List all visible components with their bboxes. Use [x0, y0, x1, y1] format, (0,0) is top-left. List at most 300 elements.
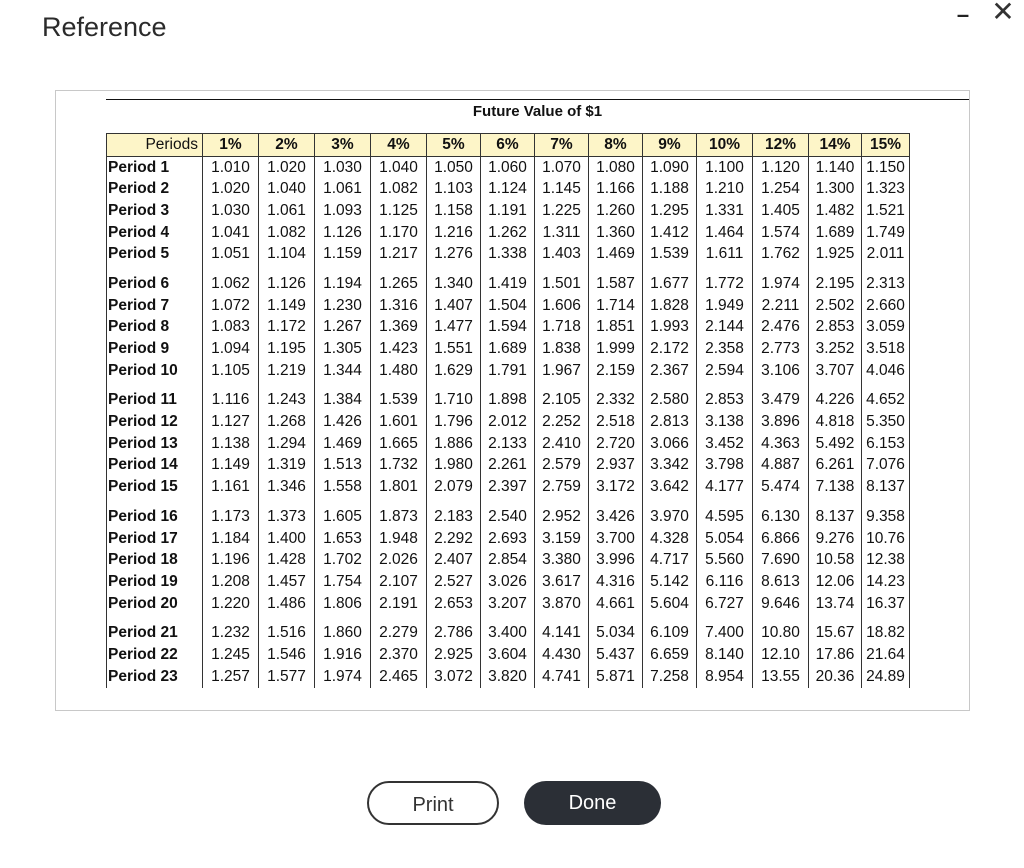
table-row — [107, 498, 910, 528]
table-cell: 1.061 — [315, 178, 371, 200]
table-cell: 2.518 — [589, 411, 643, 433]
period-label: Period 1 — [107, 156, 203, 178]
table-cell: 1.072 — [203, 295, 259, 317]
table-cell: 4.661 — [589, 593, 643, 615]
table-cell: 1.718 — [535, 317, 589, 339]
table-cell: 5.054 — [697, 528, 753, 550]
table-cell: 7.076 — [862, 455, 910, 477]
table-cell: 1.513 — [315, 455, 371, 477]
period-label: Period 6 — [107, 265, 203, 295]
period-label: Period 15 — [107, 476, 203, 498]
table-row — [107, 593, 910, 615]
table-cell: 1.403 — [535, 243, 589, 265]
table-cell: 1.338 — [481, 243, 535, 265]
table-cell: 3.066 — [643, 433, 697, 455]
table-cell: 2.292 — [427, 528, 481, 550]
table-cell: 2.476 — [753, 317, 809, 339]
table-cell: 3.700 — [589, 528, 643, 550]
table-cell: 3.604 — [481, 644, 535, 666]
table-cell: 1.262 — [481, 222, 535, 244]
table-cell: 3.059 — [862, 317, 910, 339]
table-cell: 1.126 — [259, 265, 315, 295]
table-cell: 10.58 — [809, 549, 862, 571]
table-cell: 1.267 — [315, 317, 371, 339]
table-cell: 3.138 — [697, 411, 753, 433]
table-cell: 1.384 — [315, 382, 371, 412]
table-cell: 1.094 — [203, 338, 259, 360]
table-cell: 1.060 — [481, 156, 535, 178]
table-cell: 1.276 — [427, 243, 481, 265]
table-cell: 1.710 — [427, 382, 481, 412]
table-cell: 1.294 — [259, 433, 315, 455]
table-cell: 1.653 — [315, 528, 371, 550]
rate-header: 8% — [589, 134, 643, 157]
table-cell: 2.853 — [809, 317, 862, 339]
table-header-row — [107, 134, 910, 157]
table-cell: 1.762 — [753, 243, 809, 265]
table-cell: 1.219 — [259, 360, 315, 382]
table-cell: 1.482 — [809, 200, 862, 222]
table-cell: 1.232 — [203, 614, 259, 644]
table-cell: 1.116 — [203, 382, 259, 412]
close-button[interactable] — [990, 0, 1016, 27]
period-label: Period 18 — [107, 549, 203, 571]
table-cell: 1.243 — [259, 382, 315, 412]
table-cell: 5.560 — [697, 549, 753, 571]
table-cell: 2.594 — [697, 360, 753, 382]
table-row — [107, 360, 910, 382]
table-cell: 1.587 — [589, 265, 643, 295]
table-cell: 1.801 — [371, 476, 427, 498]
table-cell: 1.980 — [427, 455, 481, 477]
table-cell: 1.477 — [427, 317, 481, 339]
table-row — [107, 338, 910, 360]
rate-header: 1% — [203, 134, 259, 157]
table-cell: 2.786 — [427, 614, 481, 644]
table-row — [107, 455, 910, 477]
table-cell: 4.818 — [809, 411, 862, 433]
table-cell: 1.194 — [315, 265, 371, 295]
table-cell: 5.492 — [809, 433, 862, 455]
period-label: Period 17 — [107, 528, 203, 550]
table-cell: 1.196 — [203, 549, 259, 571]
table-cell: 3.342 — [643, 455, 697, 477]
table-cell: 1.873 — [371, 498, 427, 528]
table-cell: 1.577 — [259, 666, 315, 688]
table-cell: 1.126 — [315, 222, 371, 244]
table-cell: 1.140 — [809, 156, 862, 178]
table-cell: 2.540 — [481, 498, 535, 528]
table-cell: 1.606 — [535, 295, 589, 317]
table-cell: 1.551 — [427, 338, 481, 360]
table-cell: 1.220 — [203, 593, 259, 615]
table-row — [107, 178, 910, 200]
table-cell: 8.137 — [809, 498, 862, 528]
table-cell: 1.974 — [315, 666, 371, 688]
period-label: Period 2 — [107, 178, 203, 200]
table-row — [107, 382, 910, 412]
table-cell: 1.305 — [315, 338, 371, 360]
table-cell: 1.245 — [203, 644, 259, 666]
table-cell: 1.103 — [427, 178, 481, 200]
table-cell: 7.690 — [753, 549, 809, 571]
table-cell: 3.479 — [753, 382, 809, 412]
table-cell: 3.380 — [535, 549, 589, 571]
table-cell: 2.579 — [535, 455, 589, 477]
period-label: Period 10 — [107, 360, 203, 382]
table-cell: 3.707 — [809, 360, 862, 382]
table-cell: 12.06 — [809, 571, 862, 593]
table-cell: 1.319 — [259, 455, 315, 477]
table-cell: 1.400 — [259, 528, 315, 550]
print-button[interactable]: Print — [367, 781, 499, 825]
table-title: Future Value of $1 — [472, 103, 603, 120]
table-cell: 4.741 — [535, 666, 589, 688]
table-cell: 2.172 — [643, 338, 697, 360]
table-cell: 2.133 — [481, 433, 535, 455]
table-cell: 9.358 — [862, 498, 910, 528]
table-cell: 1.254 — [753, 178, 809, 200]
rate-header: 7% — [535, 134, 589, 157]
table-cell: 2.720 — [589, 433, 643, 455]
period-label: Period 20 — [107, 593, 203, 615]
table-cell: 1.051 — [203, 243, 259, 265]
table-cell: 4.328 — [643, 528, 697, 550]
table-cell: 1.412 — [643, 222, 697, 244]
rate-header: 3% — [315, 134, 371, 157]
close-icon: ✕ — [991, 0, 1015, 27]
table-cell: 1.974 — [753, 265, 809, 295]
table-cell: 3.518 — [862, 338, 910, 360]
table-cell: 2.011 — [862, 243, 910, 265]
table-cell: 1.419 — [481, 265, 535, 295]
table-cell: 3.996 — [589, 549, 643, 571]
table-cell: 4.141 — [535, 614, 589, 644]
table-cell: 2.159 — [589, 360, 643, 382]
table-cell: 1.295 — [643, 200, 697, 222]
period-label: Period 5 — [107, 243, 203, 265]
table-cell: 2.397 — [481, 476, 535, 498]
table-cell: 1.208 — [203, 571, 259, 593]
table-cell: 8.137 — [862, 476, 910, 498]
table-cell: 8.613 — [753, 571, 809, 593]
table-cell: 3.207 — [481, 593, 535, 615]
table-cell: 1.749 — [862, 222, 910, 244]
table-cell: 1.125 — [371, 200, 427, 222]
table-cell: 2.660 — [862, 295, 910, 317]
table-cell: 6.109 — [643, 614, 697, 644]
table-row — [107, 528, 910, 550]
table-cell: 4.363 — [753, 433, 809, 455]
table-row — [107, 614, 910, 644]
table-cell: 2.693 — [481, 528, 535, 550]
table-cell: 1.558 — [315, 476, 371, 498]
table-cell: 3.252 — [809, 338, 862, 360]
period-label: Period 21 — [107, 614, 203, 644]
table-cell: 1.173 — [203, 498, 259, 528]
table-cell: 1.225 — [535, 200, 589, 222]
table-cell: 2.653 — [427, 593, 481, 615]
table-cell: 3.159 — [535, 528, 589, 550]
table-cell: 6.153 — [862, 433, 910, 455]
table-cell: 2.195 — [809, 265, 862, 295]
table-cell: 1.501 — [535, 265, 589, 295]
period-label: Period 19 — [107, 571, 203, 593]
table-cell: 6.261 — [809, 455, 862, 477]
table-cell: 1.369 — [371, 317, 427, 339]
table-cell: 1.120 — [753, 156, 809, 178]
table-cell: 4.226 — [809, 382, 862, 412]
table-cell: 3.970 — [643, 498, 697, 528]
table-cell: 1.574 — [753, 222, 809, 244]
table-cell: 8.140 — [697, 644, 753, 666]
period-label: Period 16 — [107, 498, 203, 528]
table-cell: 2.332 — [589, 382, 643, 412]
period-label: Period 8 — [107, 317, 203, 339]
table-cell: 1.268 — [259, 411, 315, 433]
table-cell: 2.813 — [643, 411, 697, 433]
table-cell: 1.860 — [315, 614, 371, 644]
table-cell: 1.480 — [371, 360, 427, 382]
table-cell: 2.261 — [481, 455, 535, 477]
table-cell: 4.316 — [589, 571, 643, 593]
minus-icon: – — [956, 2, 970, 27]
table-cell: 1.083 — [203, 317, 259, 339]
table-row — [107, 243, 910, 265]
table-cell: 1.159 — [315, 243, 371, 265]
table-cell: 1.796 — [427, 411, 481, 433]
table-cell: 12.38 — [862, 549, 910, 571]
table-cell: 1.611 — [697, 243, 753, 265]
table-cell: 1.105 — [203, 360, 259, 382]
period-label: Period 22 — [107, 644, 203, 666]
table-cell: 2.191 — [371, 593, 427, 615]
table-cell: 4.887 — [753, 455, 809, 477]
table-cell: 2.407 — [427, 549, 481, 571]
rate-header: 6% — [481, 134, 535, 157]
table-cell: 1.405 — [753, 200, 809, 222]
table-cell: 2.367 — [643, 360, 697, 382]
table-cell: 1.040 — [259, 178, 315, 200]
table-cell: 1.257 — [203, 666, 259, 688]
table-cell: 1.041 — [203, 222, 259, 244]
table-cell: 3.452 — [697, 433, 753, 455]
table-cell: 2.183 — [427, 498, 481, 528]
table-cell: 1.082 — [371, 178, 427, 200]
table-cell: 24.89 — [862, 666, 910, 688]
table-cell: 3.820 — [481, 666, 535, 688]
minimize-button[interactable] — [952, 2, 974, 27]
table-cell: 4.652 — [862, 382, 910, 412]
table-cell: 2.527 — [427, 571, 481, 593]
table-cell: 1.898 — [481, 382, 535, 412]
table-cell: 2.012 — [481, 411, 535, 433]
table-cell: 3.072 — [427, 666, 481, 688]
table-cell: 1.080 — [589, 156, 643, 178]
table-cell: 3.026 — [481, 571, 535, 593]
table-cell: 1.949 — [697, 295, 753, 317]
table-cell: 1.732 — [371, 455, 427, 477]
table-row — [107, 571, 910, 593]
table-cell: 1.082 — [259, 222, 315, 244]
table-cell: 1.993 — [643, 317, 697, 339]
table-cell: 1.188 — [643, 178, 697, 200]
table-cell: 2.773 — [753, 338, 809, 360]
table-cell: 1.150 — [862, 156, 910, 178]
table-cell: 1.469 — [315, 433, 371, 455]
table-cell: 1.090 — [643, 156, 697, 178]
table-cell: 1.161 — [203, 476, 259, 498]
table-cell: 2.252 — [535, 411, 589, 433]
rate-header: 15% — [862, 134, 910, 157]
table-cell: 2.313 — [862, 265, 910, 295]
table-cell: 3.642 — [643, 476, 697, 498]
table-cell: 1.100 — [697, 156, 753, 178]
future-value-table — [106, 133, 910, 688]
table-cell: 2.925 — [427, 644, 481, 666]
table-cell: 8.954 — [697, 666, 753, 688]
table-row — [107, 200, 910, 222]
table-cell: 1.838 — [535, 338, 589, 360]
table-cell: 4.430 — [535, 644, 589, 666]
table-cell: 1.504 — [481, 295, 535, 317]
table-cell: 5.604 — [643, 593, 697, 615]
table-cell: 1.093 — [315, 200, 371, 222]
table-top-rule — [106, 99, 969, 100]
table-cell: 7.400 — [697, 614, 753, 644]
table-cell: 1.170 — [371, 222, 427, 244]
table-cell: 1.665 — [371, 433, 427, 455]
table-cell: 1.195 — [259, 338, 315, 360]
table-cell: 2.952 — [535, 498, 589, 528]
table-row — [107, 265, 910, 295]
rate-header: 5% — [427, 134, 481, 157]
table-cell: 5.474 — [753, 476, 809, 498]
table-cell: 17.86 — [809, 644, 862, 666]
table-cell: 1.104 — [259, 243, 315, 265]
table-cell: 1.331 — [697, 200, 753, 222]
table-cell: 3.106 — [753, 360, 809, 382]
table-cell: 1.373 — [259, 498, 315, 528]
table-cell: 1.457 — [259, 571, 315, 593]
period-label: Period 14 — [107, 455, 203, 477]
table-cell: 1.925 — [809, 243, 862, 265]
table-cell: 1.230 — [315, 295, 371, 317]
table-cell: 6.116 — [697, 571, 753, 593]
table-cell: 3.617 — [535, 571, 589, 593]
table-cell: 1.772 — [697, 265, 753, 295]
table-row — [107, 433, 910, 455]
table-cell: 1.158 — [427, 200, 481, 222]
rate-header: 12% — [753, 134, 809, 157]
table-cell: 1.216 — [427, 222, 481, 244]
table-cell: 1.210 — [697, 178, 753, 200]
table-cell: 1.521 — [862, 200, 910, 222]
table-cell: 1.677 — [643, 265, 697, 295]
table-row — [107, 295, 910, 317]
table-cell: 14.23 — [862, 571, 910, 593]
table-cell: 1.423 — [371, 338, 427, 360]
table-cell: 1.714 — [589, 295, 643, 317]
table-cell: 1.138 — [203, 433, 259, 455]
table-cell: 1.346 — [259, 476, 315, 498]
table-cell: 7.258 — [643, 666, 697, 688]
table-cell: 5.350 — [862, 411, 910, 433]
table-cell: 1.316 — [371, 295, 427, 317]
done-button[interactable]: Done — [524, 781, 661, 825]
table-cell: 2.144 — [697, 317, 753, 339]
table-cell: 7.138 — [809, 476, 862, 498]
table-cell: 1.999 — [589, 338, 643, 360]
table-cell: 1.030 — [203, 200, 259, 222]
table-row — [107, 156, 910, 178]
table-cell: 1.172 — [259, 317, 315, 339]
table-cell: 6.659 — [643, 644, 697, 666]
table-cell: 1.070 — [535, 156, 589, 178]
dialog-title: Reference — [42, 12, 167, 42]
table-cell: 1.428 — [259, 549, 315, 571]
table-cell: 3.172 — [589, 476, 643, 498]
reference-table-panel[interactable] — [55, 90, 970, 711]
period-label: Period 12 — [107, 411, 203, 433]
rate-header: 10% — [697, 134, 753, 157]
table-cell: 1.407 — [427, 295, 481, 317]
table-cell: 10.76 — [862, 528, 910, 550]
table-row — [107, 222, 910, 244]
table-cell: 1.486 — [259, 593, 315, 615]
table-cell: 1.806 — [315, 593, 371, 615]
table-cell: 2.410 — [535, 433, 589, 455]
table-cell: 3.400 — [481, 614, 535, 644]
rate-header: 4% — [371, 134, 427, 157]
table-cell: 1.184 — [203, 528, 259, 550]
table-cell: 1.594 — [481, 317, 535, 339]
table-cell: 10.80 — [753, 614, 809, 644]
table-cell: 1.426 — [315, 411, 371, 433]
table-cell: 2.854 — [481, 549, 535, 571]
table-cell: 1.754 — [315, 571, 371, 593]
table-cell: 1.601 — [371, 411, 427, 433]
period-label: Period 23 — [107, 666, 203, 688]
table-cell: 6.866 — [753, 528, 809, 550]
table-cell: 5.142 — [643, 571, 697, 593]
table-cell: 2.580 — [643, 382, 697, 412]
table-cell: 2.358 — [697, 338, 753, 360]
rate-header: 2% — [259, 134, 315, 157]
table-cell: 2.937 — [589, 455, 643, 477]
table-cell: 20.36 — [809, 666, 862, 688]
table-cell: 3.798 — [697, 455, 753, 477]
table-cell: 1.360 — [589, 222, 643, 244]
table-cell: 1.886 — [427, 433, 481, 455]
table-cell: 1.127 — [203, 411, 259, 433]
table-cell: 4.177 — [697, 476, 753, 498]
table-cell: 9.276 — [809, 528, 862, 550]
table-cell: 1.948 — [371, 528, 427, 550]
table-cell: 1.260 — [589, 200, 643, 222]
period-label: Period 9 — [107, 338, 203, 360]
table-cell: 1.166 — [589, 178, 643, 200]
table-cell: 1.124 — [481, 178, 535, 200]
table-cell: 1.916 — [315, 644, 371, 666]
table-cell: 1.546 — [259, 644, 315, 666]
table-cell: 1.145 — [535, 178, 589, 200]
table-cell: 2.370 — [371, 644, 427, 666]
table-cell: 1.149 — [259, 295, 315, 317]
table-cell: 2.107 — [371, 571, 427, 593]
table-cell: 12.10 — [753, 644, 809, 666]
table-cell: 4.717 — [643, 549, 697, 571]
